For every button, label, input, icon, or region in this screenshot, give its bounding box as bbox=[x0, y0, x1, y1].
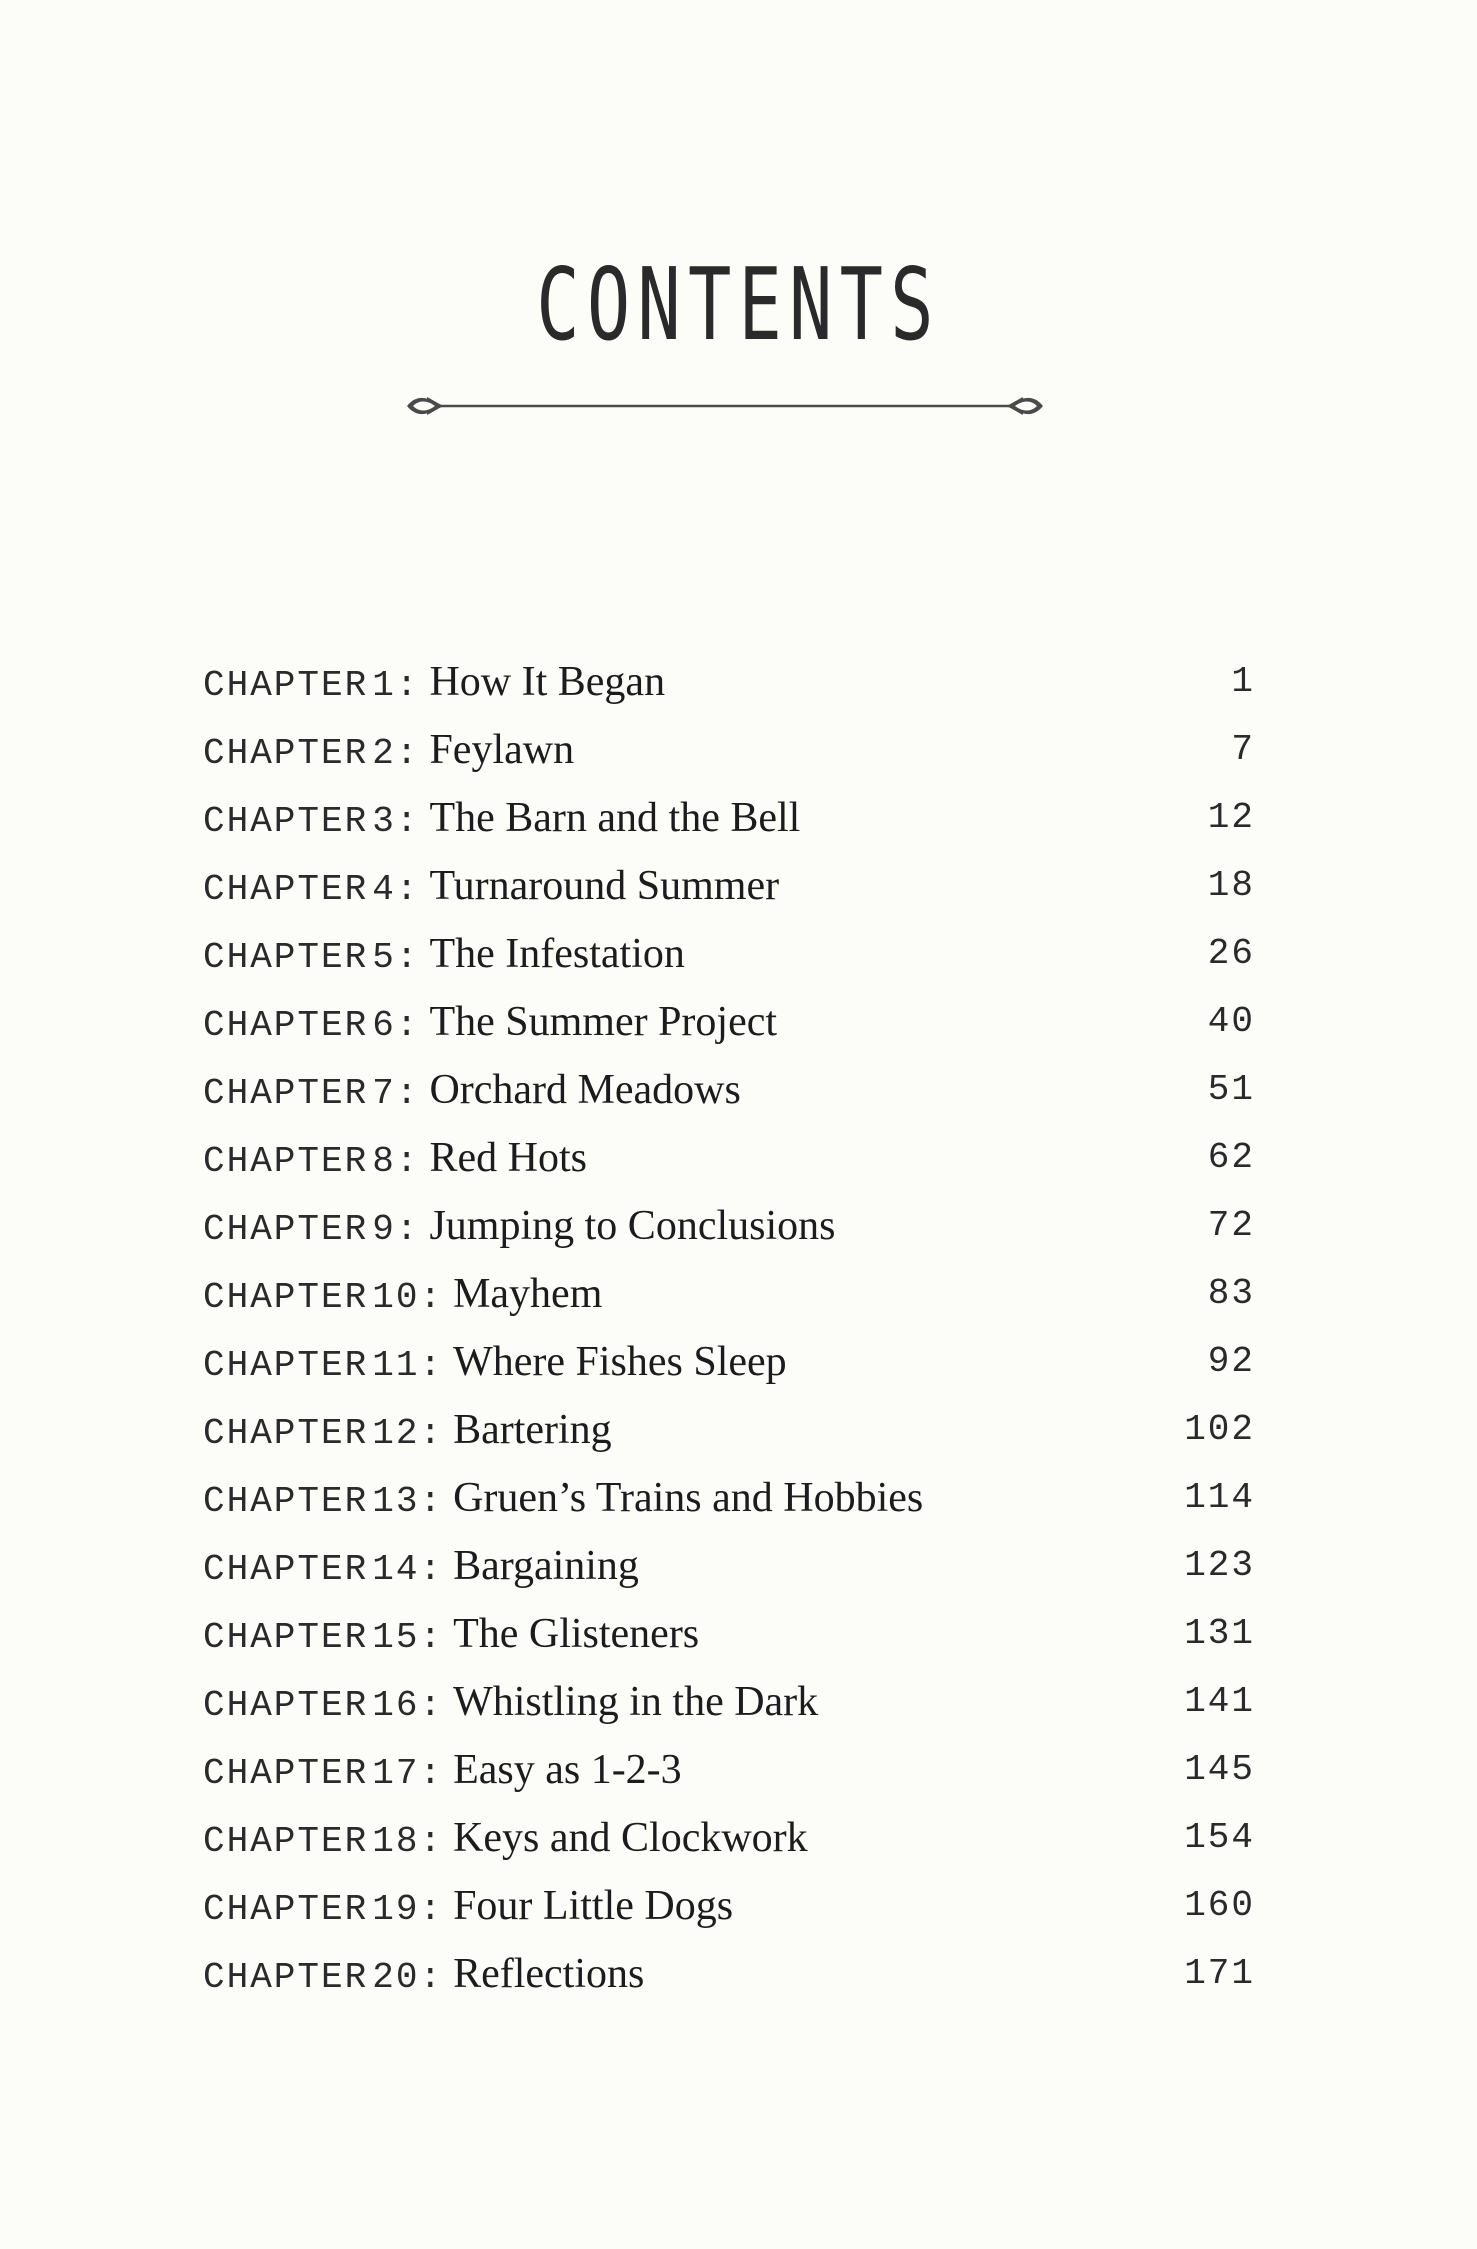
chapter-label: CHAPTER bbox=[203, 1277, 369, 1318]
chapter-page-number: 123 bbox=[1184, 1545, 1255, 1586]
chapter-page-number: 171 bbox=[1184, 1953, 1255, 1994]
chapter-label: CHAPTER bbox=[203, 733, 369, 774]
chapter-page-number: 51 bbox=[1207, 1069, 1255, 1110]
chapter-colon: : bbox=[419, 1685, 442, 1726]
chapter-colon: : bbox=[395, 665, 418, 706]
chapter-colon: : bbox=[419, 1481, 442, 1522]
page-title: CONTENTS bbox=[536, 246, 941, 363]
chapter-label: CHAPTER bbox=[203, 1209, 369, 1250]
chapter-label: CHAPTER bbox=[203, 1481, 369, 1522]
chapter-title: Mayhem bbox=[453, 1271, 603, 1317]
chapter-number: 10 bbox=[372, 1277, 420, 1318]
toc-entry bbox=[203, 1804, 1255, 1872]
toc-entry bbox=[203, 1668, 1255, 1736]
chapter-title: Bartering bbox=[453, 1407, 612, 1453]
chapter-colon: : bbox=[419, 1889, 442, 1930]
chapter-number: 2 bbox=[372, 733, 396, 774]
chapter-label: CHAPTER bbox=[203, 1073, 369, 1114]
chapter-number: 5 bbox=[372, 937, 396, 978]
chapter-title: Turnaround Summer bbox=[429, 863, 780, 909]
chapter-number: 13 bbox=[372, 1481, 420, 1522]
chapter-page-number: 7 bbox=[1231, 729, 1255, 770]
toc-entry bbox=[203, 1464, 1255, 1532]
chapter-title: Jumping to Conclusions bbox=[429, 1203, 836, 1249]
toc-entry bbox=[203, 648, 1255, 716]
toc-entry bbox=[203, 1600, 1255, 1668]
chapter-label: CHAPTER bbox=[203, 937, 369, 978]
toc-entry bbox=[203, 988, 1255, 1056]
chapter-number: 1 bbox=[372, 665, 396, 706]
chapter-number: 16 bbox=[372, 1685, 420, 1726]
chapter-number: 3 bbox=[372, 801, 396, 842]
chapter-number: 19 bbox=[372, 1889, 420, 1930]
chapter-label: CHAPTER bbox=[203, 665, 369, 706]
chapter-label: CHAPTER bbox=[203, 1549, 369, 1590]
chapter-colon: : bbox=[419, 1345, 442, 1386]
toc-entry bbox=[203, 1056, 1255, 1124]
chapter-number: 12 bbox=[372, 1413, 420, 1454]
chapter-page-number: 141 bbox=[1184, 1681, 1255, 1722]
chapter-page-number: 26 bbox=[1207, 933, 1255, 974]
chapter-number: 17 bbox=[372, 1753, 420, 1794]
chapter-page-number: 114 bbox=[1184, 1477, 1255, 1518]
chapter-colon: : bbox=[419, 1957, 442, 1998]
chapter-colon: : bbox=[395, 937, 418, 978]
chapter-label: CHAPTER bbox=[203, 1141, 369, 1182]
chapter-colon: : bbox=[419, 1753, 442, 1794]
chapter-title: The Infestation bbox=[429, 931, 685, 977]
chapter-label: CHAPTER bbox=[203, 869, 369, 910]
chapter-title: The Glisteners bbox=[453, 1611, 700, 1657]
chapter-title: The Summer Project bbox=[429, 999, 778, 1045]
chapter-colon: : bbox=[419, 1549, 442, 1590]
chapter-number: 8 bbox=[372, 1141, 396, 1182]
toc-entry bbox=[203, 1532, 1255, 1600]
chapter-label: CHAPTER bbox=[203, 1957, 369, 1998]
chapter-title: Bargaining bbox=[453, 1543, 639, 1589]
toc-entry bbox=[203, 852, 1255, 920]
toc-entry bbox=[203, 920, 1255, 988]
chapter-label: CHAPTER bbox=[203, 1889, 369, 1930]
chapter-number: 15 bbox=[372, 1617, 420, 1658]
chapter-page-number: 154 bbox=[1184, 1817, 1255, 1858]
chapter-page-number: 12 bbox=[1207, 797, 1255, 838]
chapter-colon: : bbox=[419, 1277, 442, 1318]
chapter-title: The Barn and the Bell bbox=[429, 795, 801, 841]
toc-entry bbox=[203, 716, 1255, 784]
chapter-page-number: 160 bbox=[1184, 1885, 1255, 1926]
chapter-title: Whistling in the Dark bbox=[453, 1679, 819, 1725]
chapter-number: 9 bbox=[372, 1209, 396, 1250]
chapter-number: 18 bbox=[372, 1821, 420, 1862]
toc-entry bbox=[203, 1192, 1255, 1260]
chapter-page-number: 102 bbox=[1184, 1409, 1255, 1450]
toc-entry bbox=[203, 784, 1255, 852]
chapter-colon: : bbox=[395, 869, 418, 910]
chapter-colon: : bbox=[419, 1617, 442, 1658]
chapter-label: CHAPTER bbox=[203, 1413, 369, 1454]
chapter-label: CHAPTER bbox=[203, 1685, 369, 1726]
chapter-colon: : bbox=[395, 1073, 418, 1114]
chapter-title: Where Fishes Sleep bbox=[453, 1339, 787, 1385]
chapter-number: 14 bbox=[372, 1549, 420, 1590]
chapter-page-number: 145 bbox=[1184, 1749, 1255, 1790]
chapter-page-number: 72 bbox=[1207, 1205, 1255, 1246]
chapter-number: 20 bbox=[372, 1957, 420, 1998]
toc-entry bbox=[203, 1260, 1255, 1328]
chapter-page-number: 40 bbox=[1207, 1001, 1255, 1042]
chapter-label: CHAPTER bbox=[203, 1005, 369, 1046]
chapter-number: 4 bbox=[372, 869, 396, 910]
chapter-page-number: 18 bbox=[1207, 865, 1255, 906]
chapter-label: CHAPTER bbox=[203, 1821, 369, 1862]
toc-entry bbox=[203, 1328, 1255, 1396]
chapter-label: CHAPTER bbox=[203, 1753, 369, 1794]
toc-entry bbox=[203, 1124, 1255, 1192]
chapter-title: Gruen’s Trains and Hobbies bbox=[453, 1475, 924, 1521]
chapter-colon: : bbox=[395, 1209, 418, 1250]
chapter-label: CHAPTER bbox=[203, 1345, 369, 1386]
chapter-label: CHAPTER bbox=[203, 801, 369, 842]
chapter-number: 7 bbox=[372, 1073, 396, 1114]
toc-entry bbox=[203, 1872, 1255, 1940]
chapter-title: Four Little Dogs bbox=[453, 1883, 734, 1929]
chapter-page-number: 92 bbox=[1207, 1341, 1255, 1382]
chapter-page-number: 131 bbox=[1184, 1613, 1255, 1654]
chapter-colon: : bbox=[395, 1005, 418, 1046]
chapter-title: How It Began bbox=[429, 659, 666, 705]
chapter-title: Red Hots bbox=[429, 1135, 587, 1181]
chapter-colon: : bbox=[395, 801, 418, 842]
chapter-title: Orchard Meadows bbox=[429, 1067, 741, 1113]
chapter-colon: : bbox=[395, 1141, 418, 1182]
chapter-page-number: 62 bbox=[1207, 1137, 1255, 1178]
chapter-title: Easy as 1-2-3 bbox=[453, 1747, 682, 1793]
chapter-colon: : bbox=[419, 1821, 442, 1862]
chapter-colon: : bbox=[395, 733, 418, 774]
chapter-label: CHAPTER bbox=[203, 1617, 369, 1658]
chapter-page-number: 1 bbox=[1231, 661, 1255, 702]
scroll-ornament-divider-icon bbox=[405, 388, 1045, 424]
chapter-page-number: 83 bbox=[1207, 1273, 1255, 1314]
chapter-title: Keys and Clockwork bbox=[453, 1815, 808, 1861]
toc-entry bbox=[203, 1940, 1255, 2008]
chapter-title: Feylawn bbox=[429, 727, 575, 773]
chapter-number: 11 bbox=[372, 1345, 420, 1386]
chapter-colon: : bbox=[419, 1413, 442, 1454]
chapter-number: 6 bbox=[372, 1005, 396, 1046]
chapter-title: Reflections bbox=[453, 1951, 645, 1997]
toc-entry bbox=[203, 1396, 1255, 1464]
toc-entry bbox=[203, 1736, 1255, 1804]
table-of-contents bbox=[203, 648, 1255, 2008]
